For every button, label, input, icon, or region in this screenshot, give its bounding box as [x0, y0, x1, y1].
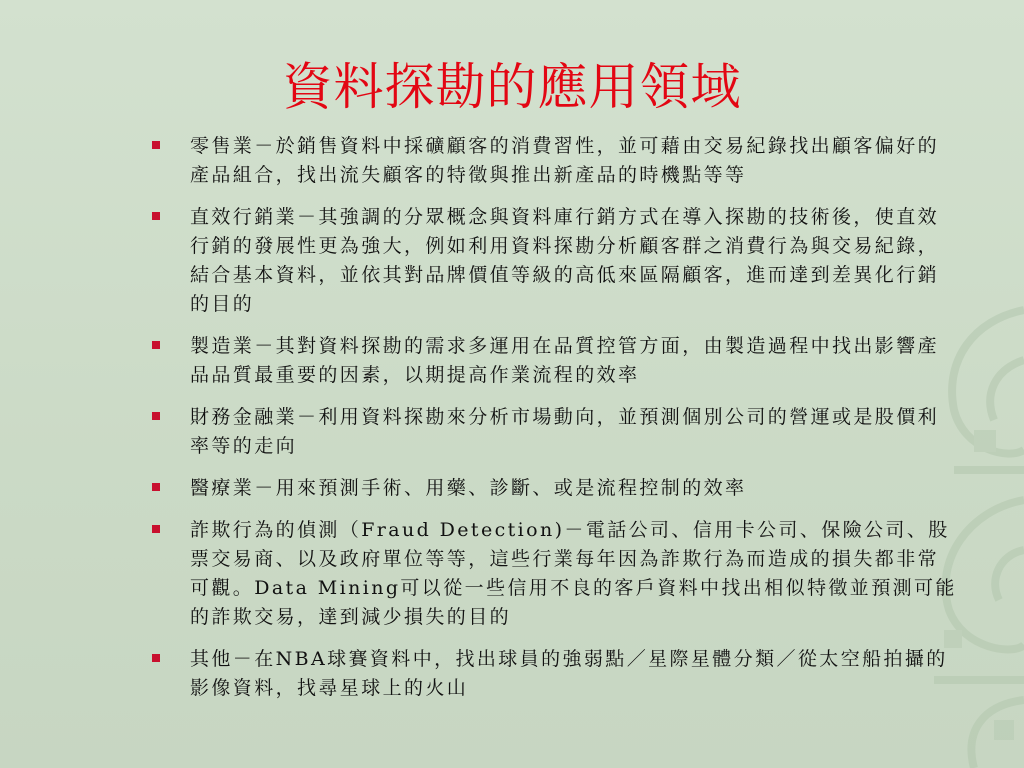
- square-bullet-icon: [152, 483, 160, 491]
- list-item: [150, 332, 960, 390]
- list-item-text: 醫療業－用來預測手術、用藥、診斷、或是流程控制的效率: [190, 477, 747, 499]
- bullet-list: [150, 132, 960, 716]
- list-item: [150, 203, 960, 319]
- square-bullet-icon: [152, 525, 160, 533]
- list-item: [150, 474, 960, 503]
- list-item-text: 製造業－其對資料探勘的需求多運用在品質控管方面，由製造過程中找出影響產品品質最重要的因素，以期提高作業流程的效率: [190, 335, 940, 386]
- list-item: [150, 403, 960, 461]
- list-item-text: 其他－在NBA球賽資料中，找出球員的強弱點／星際星體分類／從太空船拍攝的影像資料，找尋星球上的火山: [190, 648, 948, 699]
- list-item-text: 直效行銷業－其強調的分眾概念與資料庫行銷方式在導入探勘的技術後，使直效行銷的發展性更為強大，例如利用資料探勘分析顧客群之消費行為與交易紀錄，結合基本資料，並依其對品牌價值等級的高低來區隔顧客，進而達到差異化行銷的目的: [190, 206, 940, 315]
- list-item-text: 財務金融業－利用資料探勘來分析市場動向，並預測個別公司的營運或是股價利率等的走向: [190, 406, 940, 457]
- list-item: [150, 516, 960, 632]
- list-item: [150, 645, 960, 703]
- list-item-text: 零售業－於銷售資料中採礦顧客的消費習性，並可藉由交易紀錄找出顧客偏好的產品組合，找出流失顧客的特徵與推出新產品的時機點等等: [190, 135, 940, 186]
- slide-title: 資料探勘的應用領域: [282, 58, 742, 116]
- square-bullet-icon: [152, 654, 160, 662]
- square-bullet-icon: [152, 341, 160, 349]
- square-bullet-icon: [152, 212, 160, 220]
- square-bullet-icon: [152, 141, 160, 149]
- square-bullet-icon: [152, 412, 160, 420]
- list-item-text: 詐欺行為的偵測（Fraud Detection)－電話公司、信用卡公司、保險公司、股票交易商、以及政府單位等等，這些行業每年因為詐欺行為而造成的損失都非常可觀。Data Mining可以從一些信用不良的客戶資料中找出相似特徵並預測可能的詐欺交易，達到減少損失的目的: [190, 519, 957, 628]
- list-item: [150, 132, 960, 190]
